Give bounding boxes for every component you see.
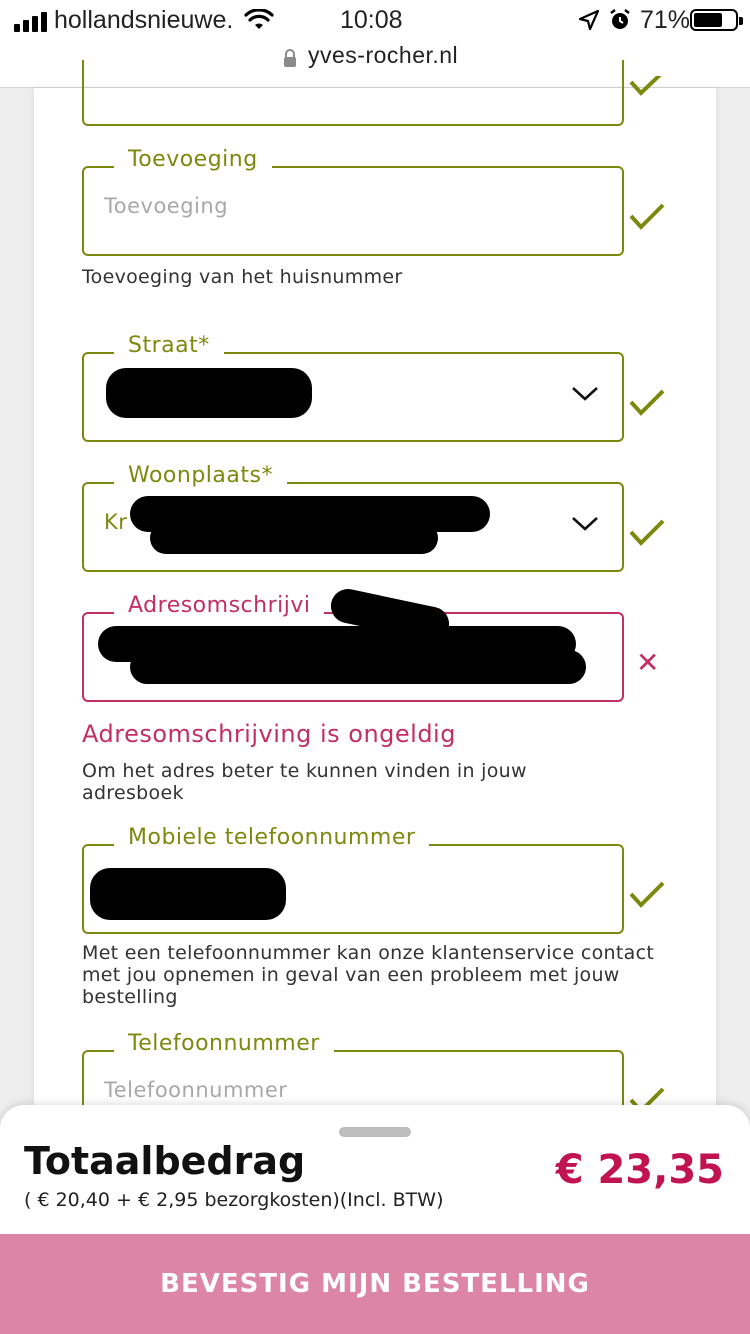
chevron-down-icon bbox=[570, 384, 600, 404]
valid-check-icon bbox=[628, 518, 666, 548]
total-breakdown: ( € 20,40 + € 2,95 bezorgkosten)(Incl. BTW) bbox=[24, 1189, 444, 1211]
url-text: yves-rocher.nl bbox=[308, 42, 459, 68]
order-summary-sheet bbox=[0, 1105, 750, 1235]
valid-check-icon bbox=[628, 76, 666, 100]
confirm-order-button[interactable]: BEVESTIG MIJN BESTELLING bbox=[0, 1234, 750, 1334]
alarm-icon bbox=[608, 8, 632, 32]
wifi-icon bbox=[244, 9, 274, 31]
location-arrow-icon bbox=[578, 9, 600, 31]
valid-check-icon bbox=[628, 388, 666, 418]
adresomschrijving-hint: Om het adres beter te kunnen vinden in jouw adresboek bbox=[82, 760, 527, 804]
valid-check-icon bbox=[628, 880, 666, 910]
mobile-phone-hint: Met een telefoonnummer kan onze klantenservice contact met jou opnemen in geval van een probleem met jouw bestelling bbox=[82, 942, 655, 1008]
woonplaats-label: Woonplaats* bbox=[114, 463, 287, 488]
phone-label: Telefoonnummer bbox=[114, 1031, 334, 1056]
adresomschrijving-error: Adresomschrijving is ongeldig bbox=[82, 720, 456, 748]
toevoeging-hint: Toevoeging van het huisnummer bbox=[82, 266, 403, 288]
straat-label: Straat* bbox=[114, 333, 224, 358]
woonplaats-value: Kr bbox=[104, 510, 128, 534]
battery-icon bbox=[690, 9, 738, 31]
toevoeging-field[interactable] bbox=[82, 147, 624, 256]
toevoeging-label: Toevoeging bbox=[114, 147, 272, 172]
cellular-signal-icon bbox=[14, 12, 47, 32]
valid-check-icon bbox=[628, 202, 666, 232]
total-label: Totaalbedrag bbox=[24, 1139, 306, 1183]
adresomschrijving-label: Adresomschrijvi bbox=[114, 593, 324, 618]
carrier-name: hollandsnieuwe. bbox=[54, 6, 234, 34]
status-bar bbox=[0, 0, 750, 40]
redacted-value bbox=[150, 522, 438, 554]
phone-placeholder: Telefoonnummer bbox=[104, 1078, 288, 1102]
error-cross-icon: ✕ bbox=[636, 646, 660, 679]
chevron-down-icon bbox=[570, 514, 600, 534]
sheet-drag-handle[interactable] bbox=[339, 1127, 411, 1137]
redacted-value bbox=[90, 868, 286, 920]
redacted-value bbox=[130, 650, 586, 684]
redacted-value bbox=[106, 368, 312, 418]
mobile-phone-label: Mobiele telefoonnummer bbox=[114, 825, 429, 850]
battery-percent: 71% bbox=[640, 6, 691, 34]
clock: 10:08 bbox=[340, 6, 403, 34]
toevoeging-placeholder: Toevoeging bbox=[104, 194, 229, 218]
total-amount: € 23,35 bbox=[555, 1147, 724, 1193]
huisnummer-field[interactable] bbox=[82, 60, 624, 126]
